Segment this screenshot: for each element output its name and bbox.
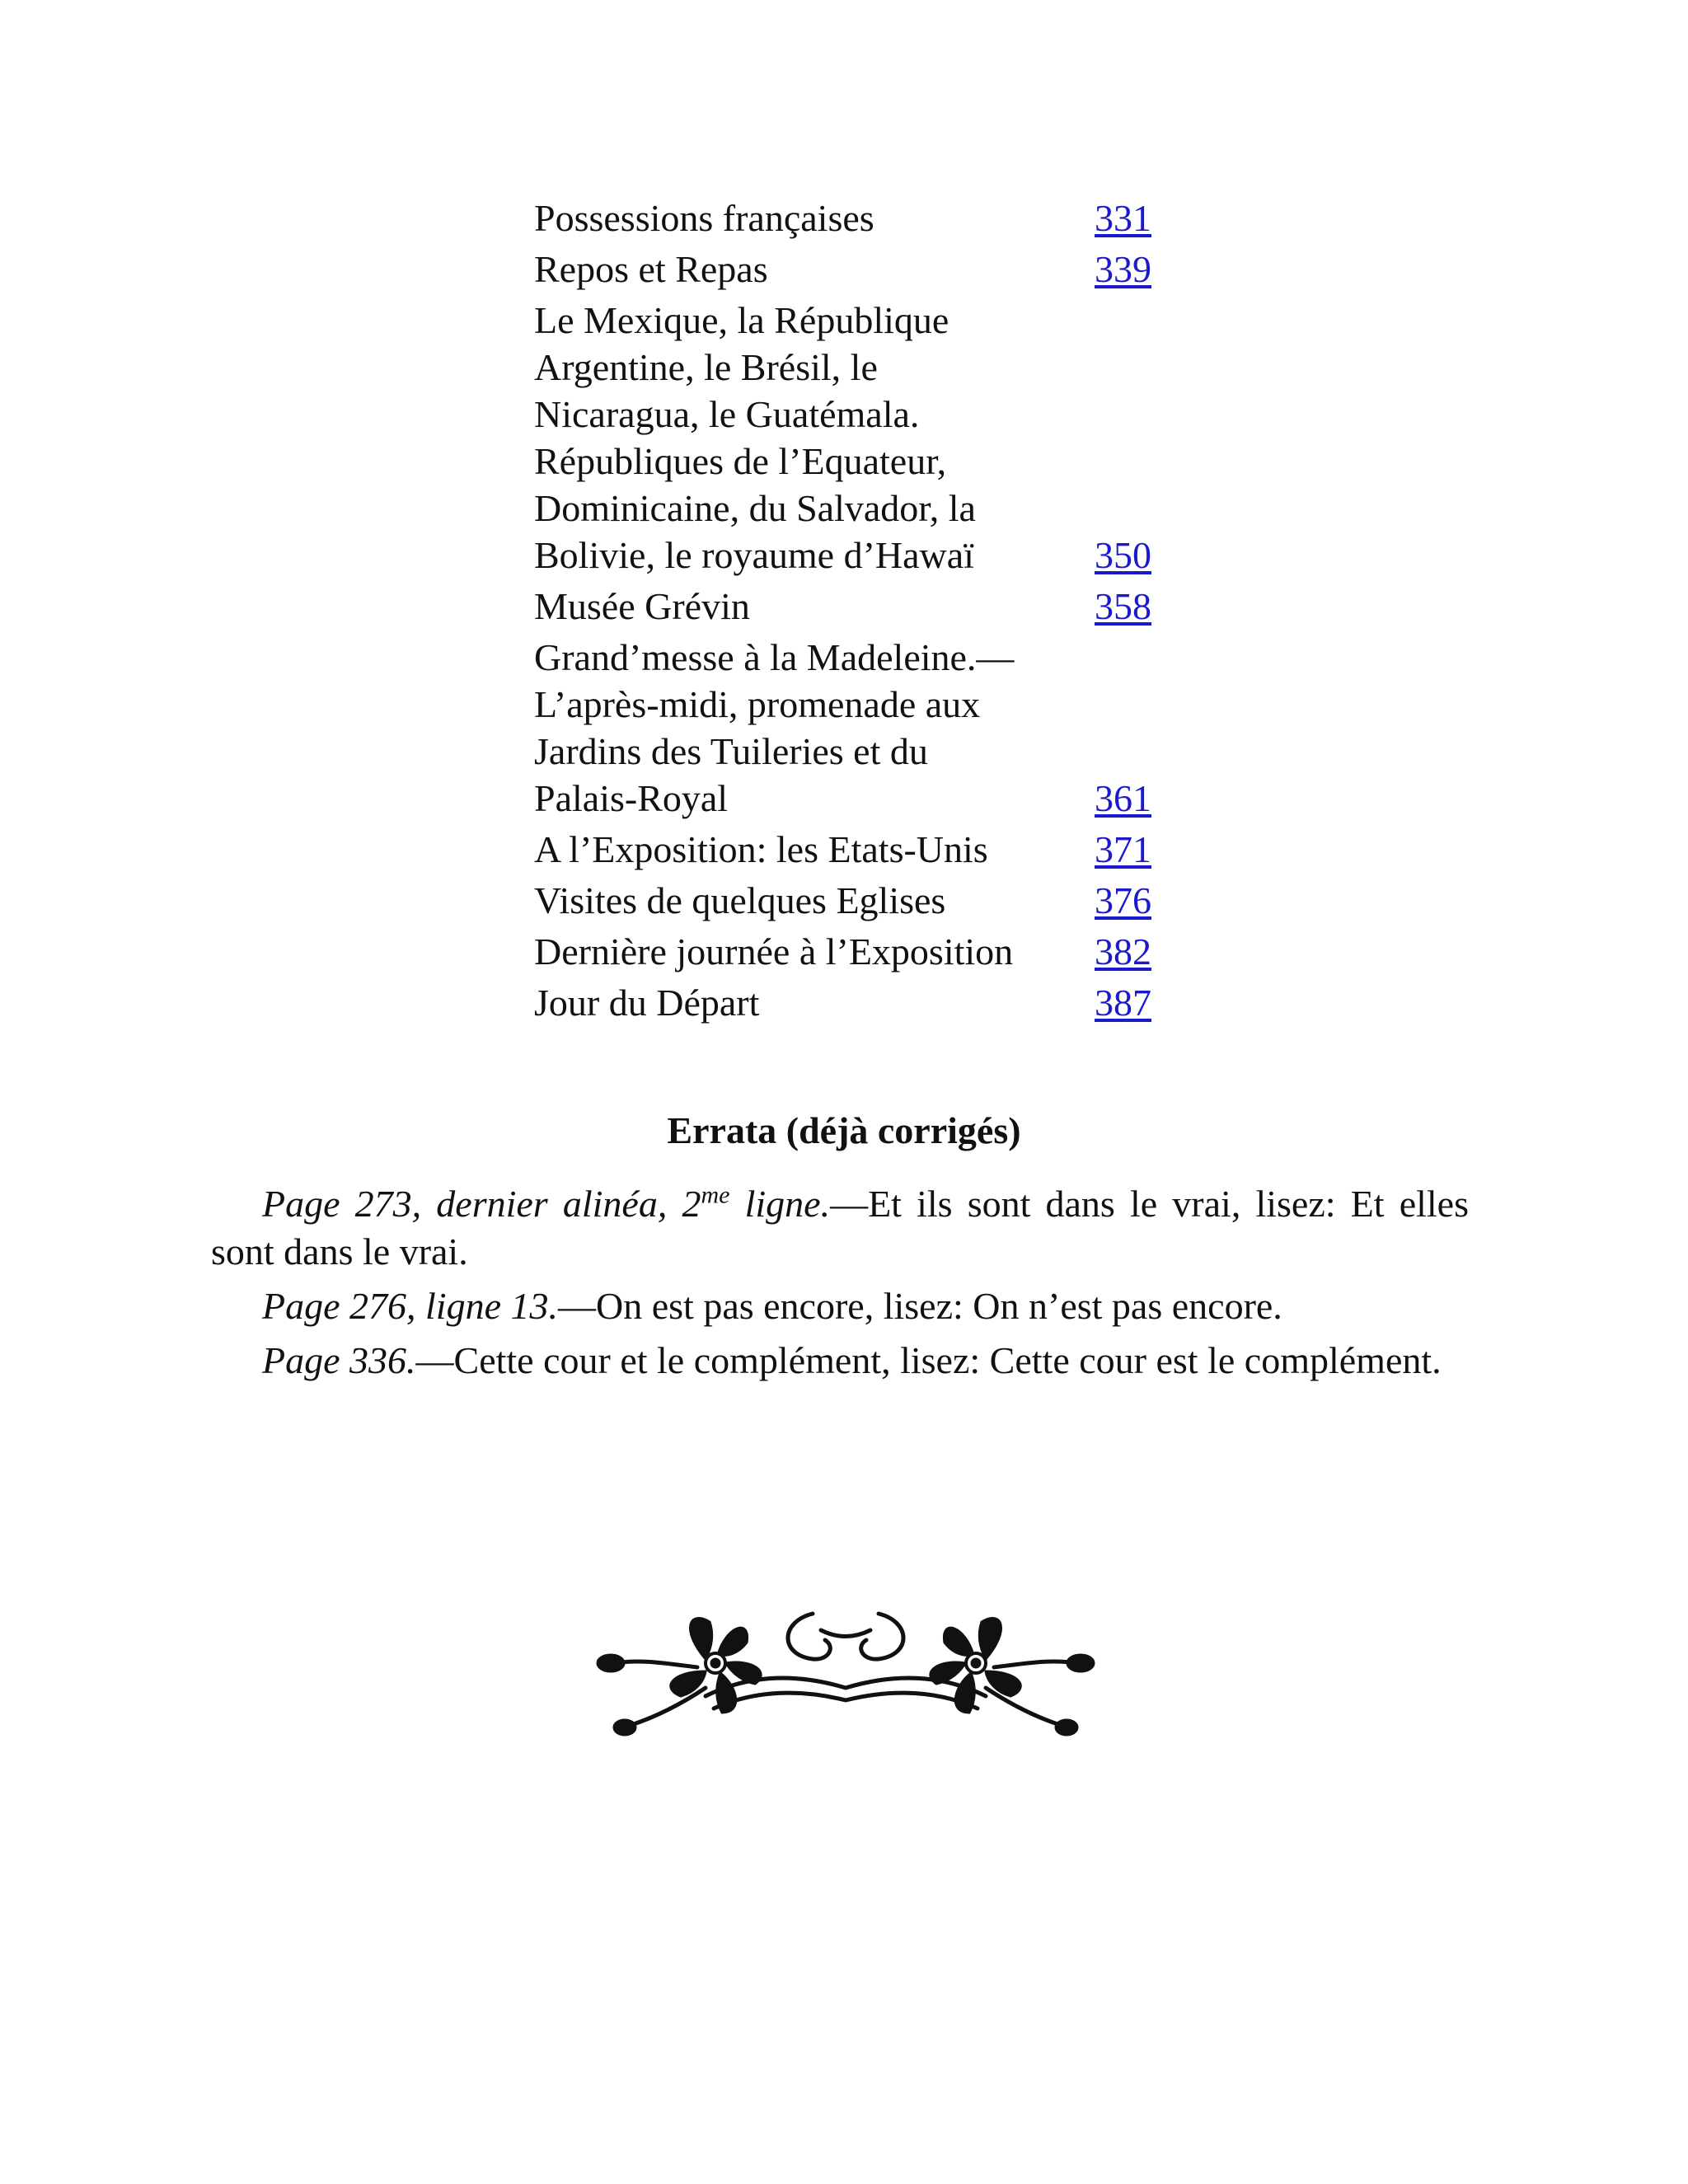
- toc-entry: [534, 928, 1160, 979]
- toc-entry-title-line: Le Mexique, la République: [534, 299, 950, 341]
- toc-entry-title-line: Nicaragua, le Guatémala.: [534, 393, 920, 435]
- toc-page-link[interactable]: 331: [1095, 197, 1151, 239]
- toc-entry: [534, 297, 1160, 583]
- errata-correction: —On est pas encore, lisez: On n’est pas encore.: [558, 1285, 1282, 1327]
- toc-page-link[interactable]: 361: [1095, 777, 1151, 819]
- toc-page-link[interactable]: 339: [1095, 248, 1151, 290]
- errata-reference-text: Page 276, ligne 13.: [262, 1285, 558, 1327]
- errata-reference: [262, 1339, 416, 1381]
- toc-entry-title-line: Grand’messe à la Madeleine.—: [534, 636, 1015, 678]
- toc-page-link[interactable]: 371: [1095, 828, 1151, 870]
- toc-entry-title-line: Possessions françaises: [534, 197, 874, 239]
- errata-reference: [262, 1183, 830, 1225]
- floral-vignette-icon: [574, 1581, 1118, 1754]
- errata-reference: [262, 1285, 558, 1327]
- toc-entry-title-line: A l’Exposition: les Etats-Unis: [534, 828, 988, 870]
- toc-entry-title: [534, 826, 1095, 877]
- toc-entry: [534, 826, 1160, 877]
- toc-entry: [534, 246, 1160, 297]
- errata-correction: —Et ils sont dans le vrai, lisez: Et elles sont dans le vrai.: [211, 1183, 1469, 1272]
- errata-list: [211, 1180, 1469, 1391]
- toc-entry-title: [534, 928, 1095, 979]
- toc-entry-title-line: Bolivie, le royaume d’Hawaï: [534, 534, 974, 576]
- toc-entry-title-line: Argentine, le Brésil, le: [534, 346, 878, 388]
- toc-entry-title-line: Repos et Repas: [534, 248, 768, 290]
- toc-page-link[interactable]: 387: [1095, 982, 1151, 1024]
- toc-entry: [534, 583, 1160, 634]
- toc-entry: [534, 194, 1160, 246]
- toc-entry-title-line: Dernière journée à l’Exposition: [534, 930, 1014, 972]
- toc-page-link[interactable]: 382: [1095, 930, 1151, 972]
- toc-entry-title: [534, 634, 1095, 826]
- table-of-contents: [534, 194, 1160, 1030]
- toc-entry-title-line: Jardins des Tuileries et du: [534, 730, 928, 772]
- toc-entry-title-line: Visites de quelques Eglises: [534, 879, 946, 921]
- toc-entry-title: [534, 246, 1095, 297]
- toc-entry-title: [534, 877, 1095, 928]
- toc-page-link[interactable]: 350: [1095, 534, 1151, 576]
- errata-reference-superscript: me: [701, 1181, 730, 1209]
- errata-item: [211, 1337, 1469, 1385]
- toc-entry-title-line: Républiques de l’Equateur,: [534, 440, 947, 482]
- errata-item: [211, 1282, 1469, 1330]
- toc-entry-title-line: L’après-midi, promenade aux: [534, 683, 981, 725]
- toc-entry: [534, 877, 1160, 928]
- toc-entry-title: [534, 297, 1095, 583]
- toc-entry-title-line: Musée Grévin: [534, 585, 750, 627]
- toc-entry-title-line: Dominicaine, du Salvador, la: [534, 487, 976, 529]
- errata-reference-text: Page 336.: [262, 1339, 416, 1381]
- toc-entry-title: [534, 194, 1095, 246]
- toc-entry-title-line: Jour du Départ: [534, 982, 760, 1024]
- toc-page-link[interactable]: 358: [1095, 585, 1151, 627]
- errata-heading: Errata (déjà corrigés): [667, 1109, 1021, 1151]
- toc-entry-title: [534, 583, 1095, 634]
- toc-entry: [534, 634, 1160, 826]
- toc-entry-title-line: Palais-Royal: [534, 777, 729, 819]
- errata-reference-tail: ligne.: [729, 1183, 831, 1225]
- errata-reference-text: Page 273, dernier alinéa, 2: [262, 1183, 701, 1225]
- toc-page-link[interactable]: 376: [1095, 879, 1151, 921]
- errata-correction: —Cette cour et le complément, lisez: Cette cour est le complément.: [415, 1339, 1442, 1381]
- toc-entry-title: [534, 979, 1095, 1030]
- toc-entry: [534, 979, 1160, 1030]
- errata-item: [211, 1180, 1469, 1276]
